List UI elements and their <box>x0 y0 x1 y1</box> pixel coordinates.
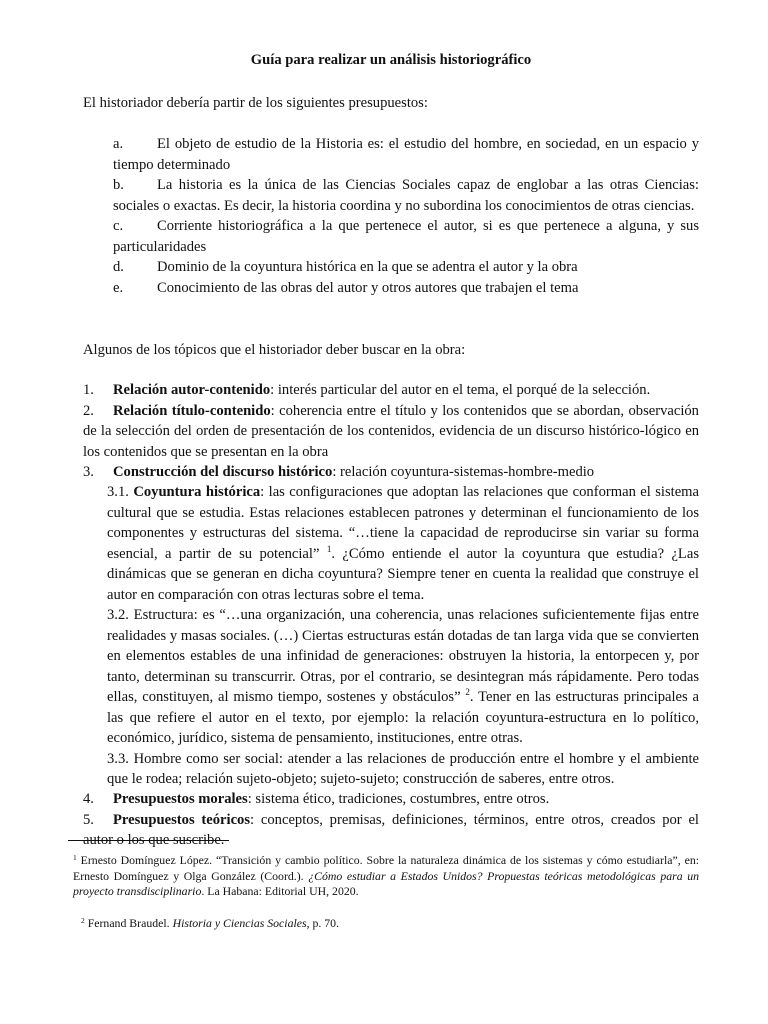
footnote-text: , p. 70. <box>306 916 340 930</box>
topic-text: : sistema ético, tradiciones, costumbres, entre otros. <box>247 791 550 807</box>
subtopics-list <box>107 482 699 790</box>
topicos-list <box>83 380 699 483</box>
presupuestos-list <box>113 134 699 298</box>
footnote-2 <box>81 916 707 932</box>
list-item <box>113 175 699 216</box>
list-item <box>113 134 699 175</box>
topic-number: 4. <box>83 791 94 807</box>
topic-number: 5. <box>83 811 94 828</box>
list-text: El objeto de estudio de la Historia es: el estudio del hombre, en sociedad, en un espacio y tiempo determinado <box>113 136 699 173</box>
topic-number: 2. <box>83 402 94 419</box>
topic-number: 1. <box>83 382 94 398</box>
footnote-mark: 2 <box>81 916 85 925</box>
subtopic-number: 3.2. <box>107 607 129 623</box>
list-letter: c. <box>113 218 124 234</box>
topic-text: : conceptos, premisas, definiciones, términos, entre otros, creados por el autor o los que suscribe. <box>83 811 699 848</box>
list-letter: d. <box>113 259 124 275</box>
footnote-separator <box>68 840 229 841</box>
topic-item <box>83 462 699 483</box>
intro-paragraph: El historiador debería partir de los siguientes presupuestos: <box>83 95 428 111</box>
page-title: Guía para realizar un análisis historiográfico <box>250 52 532 68</box>
topic-heading: Relación título-contenido <box>113 402 271 419</box>
subtopic-item <box>107 605 699 749</box>
list-item <box>113 278 699 299</box>
list-text: La historia es la única de las Ciencias Sociales capaz de englobar a las otras Ciencias: sociales o exactas. Es decir, la historia coordina y no subordina los conocimientos de otras ciencias. <box>113 177 699 214</box>
subtopic-number: 3.1. <box>107 484 129 500</box>
topicos-list-continued <box>83 789 699 851</box>
subtopic-text: . Tener en las estructuras principales a las que refiere el autor en el texto, por ejemplo: la relación coyuntura-estructura en lo político, económico, jurídico, sistema de pensamiento, instituciones, entre otras. <box>107 689 699 746</box>
footnote-1 <box>73 853 699 900</box>
topic-text: : relación coyuntura-sistemas-hombre-medio <box>332 464 595 480</box>
topic-item <box>83 401 699 463</box>
topic-heading: Relación autor-contenido <box>113 382 271 398</box>
topic-text: : coherencia entre el título y los contenidos que se abordan, observación de la selección del orden de presentación de los contenidos, evidencia de un discurso histórico-lógico en los contenidos que se presentan en la obra <box>83 402 699 460</box>
list-letter: b. <box>113 177 124 193</box>
subtopic-item <box>107 749 699 790</box>
footnote-text: . La Habana: Editorial UH, 2020. <box>201 884 359 898</box>
subtopic-text: Estructura: es “…una organización, una coherencia, unas relaciones suficientemente fijas entre realidades y masas sociales. (…) Ciertas estructuras están dotadas de tan larga vida que se convierten en elementos estables de una infinidad de generaciones: obstruyen la historia, la entorpecen y, por tanto, determinan su transcurrir. Otras, por el contrario, se desintegran más rápidamente. Pero todas ellas, constituyen, al mismo tiempo, sostenes y obstáculos” <box>107 607 699 705</box>
subtopic-text: : las configuraciones que adoptan las relaciones que conforman el sistema cultural que se estudia. Estas relaciones establecen patrones y determinan el funcionamiento de los componentes y estructuras del sistema. “…tiene la capacidad de reproducirse sin variar su forma esencial, a partir de su potencial” <box>107 484 700 562</box>
list-item <box>113 216 699 257</box>
footnote-ref[interactable]: 1 <box>326 543 332 554</box>
topic-number: 3. <box>83 464 94 480</box>
topic-text: : interés particular del autor en el tema, el porqué de la selección. <box>270 382 651 398</box>
list-text: Conocimiento de las obras del autor y otros autores que trabajen el tema <box>157 279 579 296</box>
topic-heading: Construcción del discurso histórico <box>113 464 333 480</box>
topic-item <box>83 810 699 851</box>
subtopic-text: . ¿Cómo entiende el autor la coyuntura que estudia? ¿Las dinámicas que se generan en dicha coyuntura? Siempre tener en cuenta la realidad que construye el autor en comparación con otras lecturas sobre el tema. <box>107 545 699 603</box>
subtopic-text: Hombre como ser social: atender a las relaciones de producción entre el hombre y el ambiente que le rodea; relación sujeto-objeto; sujeto-sujeto; construcción de saberes, entre otros. <box>107 750 699 787</box>
footnote-text: Fernand Braudel. <box>84 916 173 930</box>
subtopic-heading: Coyuntura histórica <box>133 484 261 500</box>
footnote-title: Historia y Ciencias Sociales <box>172 916 307 930</box>
footnote-ref[interactable]: 2 <box>465 687 470 697</box>
list-letter: e. <box>113 279 124 296</box>
footnote-title: ¿Cómo estudiar a Estados Unidos? Propuestas teóricas metodológicas para un proyecto transdisciplinario <box>73 868 699 898</box>
topic-item <box>83 789 699 810</box>
subtopic-item <box>107 482 699 605</box>
topic-item <box>83 380 699 401</box>
list-letter: a. <box>113 136 124 152</box>
topicos-intro: Algunos de los tópicos que el historiador deber buscar en la obra: <box>83 342 466 358</box>
footnote-text: Ernesto Domínguez López. “Transición y cambio político. Sobre la naturaleza dinámica de los sistemas y cómo estudiarla”, en: Ernesto Domínguez y Olga González (Coord.). <box>73 853 699 883</box>
topic-heading: Presupuestos teóricos <box>113 811 251 828</box>
footnote-mark: 1 <box>73 853 77 862</box>
list-item <box>113 257 699 278</box>
list-text: Dominio de la coyuntura histórica en la que se adentra el autor y la obra <box>157 259 578 275</box>
subtopic-number: 3.3. <box>107 750 129 767</box>
list-text: Corriente historiográfica a la que pertenece el autor, si es que pertenece a alguna, y sus particularidades <box>113 218 699 255</box>
topic-heading: Presupuestos morales <box>113 791 248 807</box>
